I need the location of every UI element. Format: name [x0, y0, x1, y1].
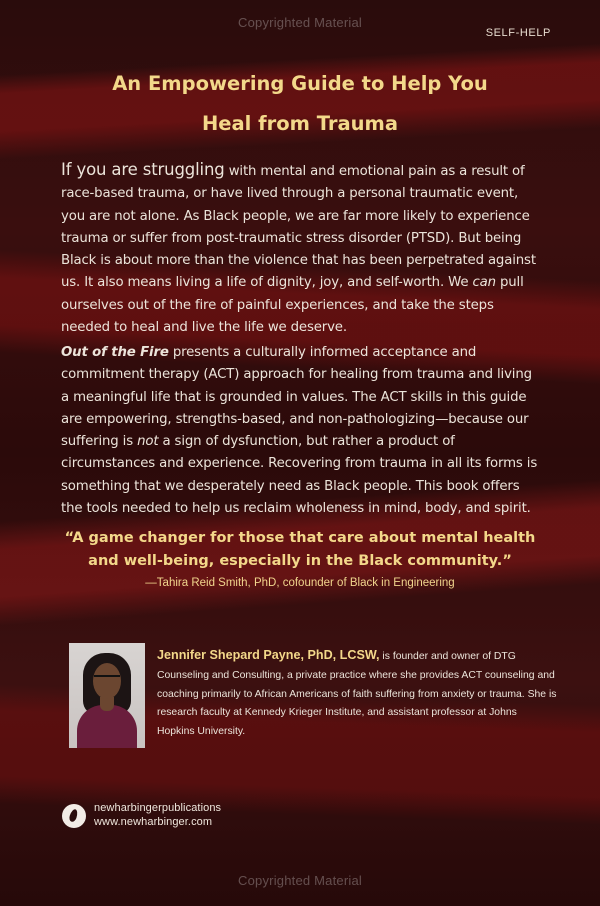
publisher-logo-icon	[62, 804, 86, 828]
paragraph-text: a sign of dysfunction, but rather a product of circumstances and experience. Recovering from trauma in all its forms is something that we desperately need as Black people. This book offers the tools needed to help us reclaim wholeness in mind, body, and spirit.	[61, 434, 538, 517]
publisher-block	[62, 801, 302, 831]
publisher-name: newharbingerpublications	[94, 802, 222, 814]
paragraph-text: pull ourselves out of the fire of painful experiences, and take the steps needed to heal and live the life we deserve.	[61, 275, 524, 336]
author-photo	[69, 643, 145, 748]
endorsement-attribution: —Tahira Reid Smith, PhD, cofounder of Black in Engineering	[145, 577, 455, 589]
category-label: SELF-HELP	[485, 27, 551, 39]
author-name: Jennifer Shepard Payne, PhD, LCSW,	[157, 648, 380, 662]
watermark-top: Copyrighted Material	[238, 15, 362, 30]
author-bio	[157, 646, 557, 742]
watermark-bottom: Copyrighted Material	[238, 873, 362, 888]
paragraph-emphasis: can	[472, 275, 496, 291]
paragraph-text: with mental and emotional pain as a result of race-based trauma, or have lived through a personal traumatic event, you are not alone. As Black people, we are far more likely to experience trauma or suffer from post-traumatic stress disorder (PTSD). But being Black is about more than the violence that has been perpetrated against us. It also means living a life of dignity, joy, and self-worth. We	[61, 164, 536, 291]
description-paragraph-1	[61, 159, 543, 339]
publisher-url[interactable]: www.newharbinger.com	[94, 816, 213, 828]
headline-line-2: Heal from Trauma	[201, 112, 399, 135]
paragraph-lead: If you are struggling	[61, 160, 225, 179]
paragraph-text: presents a culturally informed acceptance and commitment therapy (ACT) approach for healing from trauma and living a meaningful life that is grounded in values. The ACT skills in this guide are empowering, strengths-based, and non-pathologizing—because our suffering is	[61, 345, 532, 450]
endorsement-quote: “A game changer for those that care about mental health and well-being, especially in the Black community.”	[64, 530, 536, 569]
book-title: Out of the Fire	[61, 345, 169, 360]
description-paragraph-2	[61, 342, 543, 520]
author-bio-text: is founder and owner of DTG Counseling and Consulting, a private practice where she provides ACT counseling and coaching primarily to African Americans of faith suffering from anxiety or trauma. She is research faculty at Kennedy Krieger Institute, and assistant professor at Johns Hopkins University.	[157, 651, 557, 738]
paragraph-emphasis: not	[137, 434, 159, 450]
headline-line-1: An Empowering Guide to Help You	[112, 72, 488, 95]
